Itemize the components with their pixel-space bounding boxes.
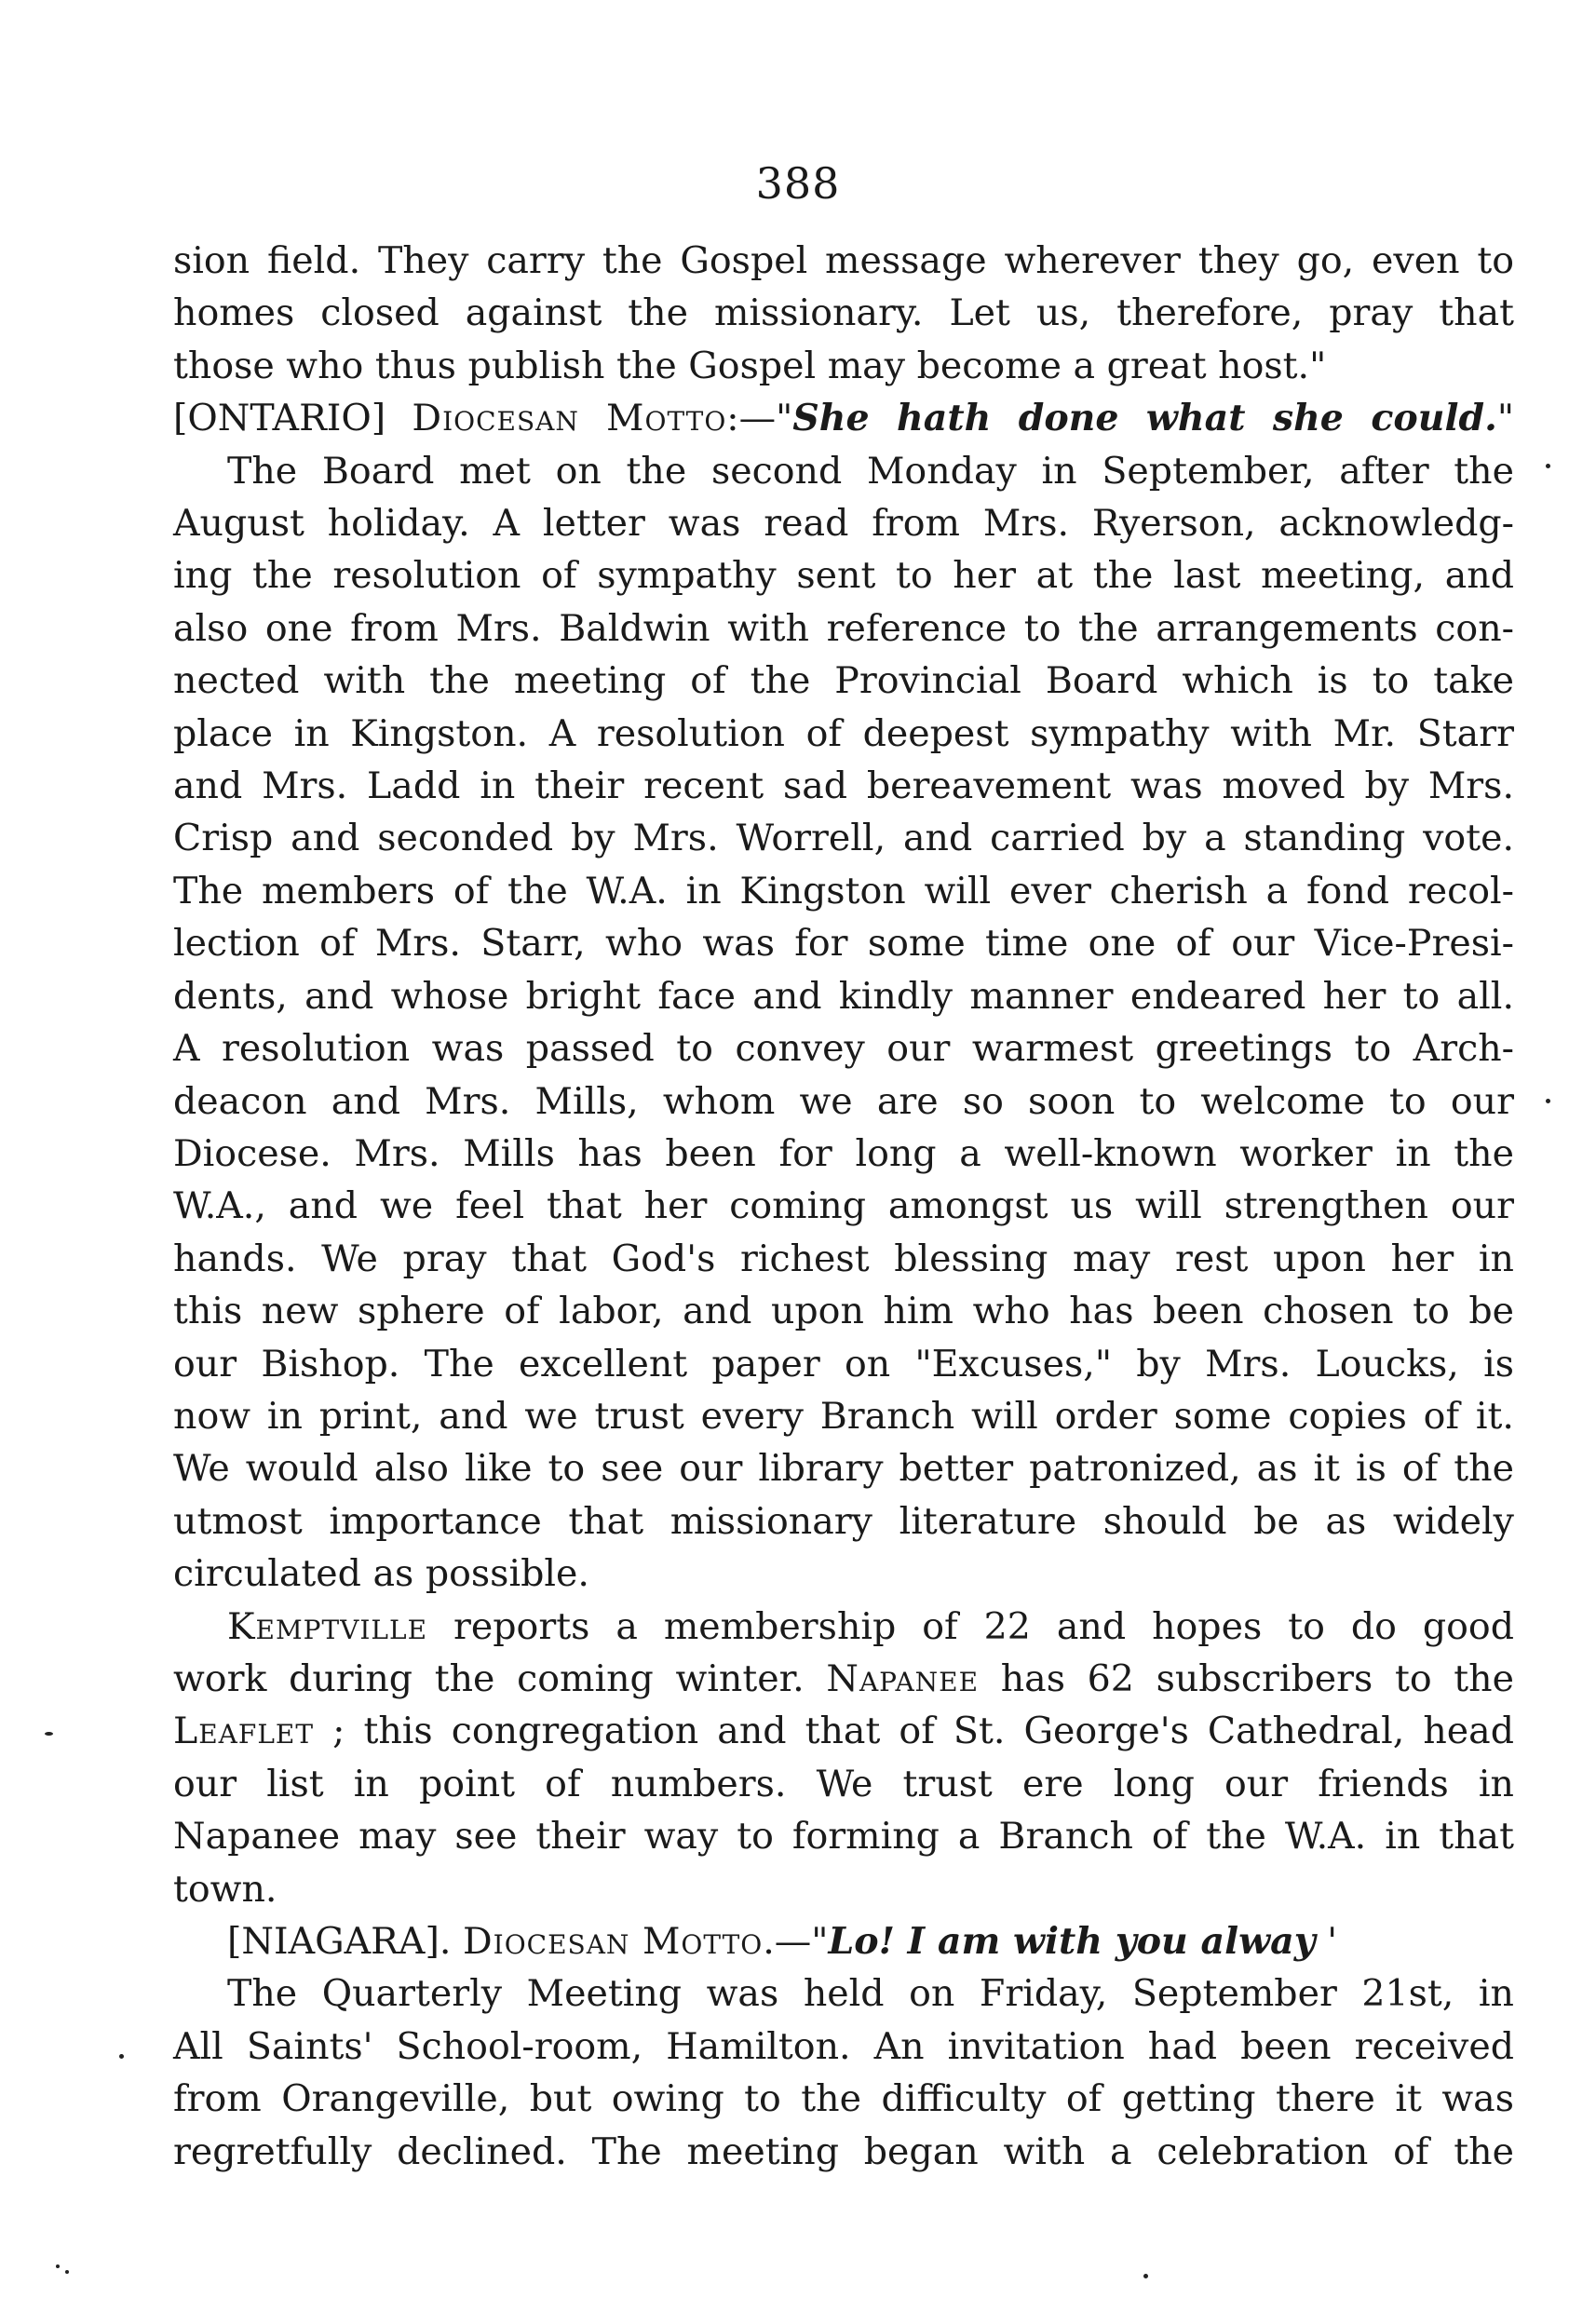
small-caps-text: Leaflet [173, 1710, 315, 1753]
text-run: ' [1315, 1920, 1338, 1963]
text-run: has 62 subscribers to the [979, 1656, 1514, 1700]
scan-speck [1143, 2274, 1148, 2278]
text-run: reports a membership of 22 and hopes to do good [427, 1604, 1514, 1648]
small-caps-text: Diocesan Motto [462, 1920, 764, 1963]
text-run: work during the coming winter. [173, 1656, 827, 1700]
text-line: ing the resolution of sympathy sent to her at the last meeting, and [173, 554, 1514, 598]
text-run: :—" [726, 397, 793, 440]
text-line: Diocese. Mrs. Mills has been for long a well-known worker in the [173, 1131, 1514, 1175]
text-line: lection of Mrs. Starr, who was for some time one of our Vice-Presi- [173, 922, 1514, 966]
text-line [173, 392, 1514, 444]
text-line: A resolution was passed to convey our warmest greetings to Arch- [173, 1027, 1514, 1071]
text-line: hands. We pray that God's richest blessing may rest upon her in [173, 1237, 1514, 1280]
text-line: and Mrs. Ladd in their recent sad bereavement was moved by Mrs. [173, 764, 1514, 808]
text-line: The Quarterly Meeting was held on Friday, September 21st, in [227, 1972, 1514, 2016]
text-line: We would also like to see our library better patronized, as it is of the [173, 1447, 1514, 1491]
text-line [173, 1653, 1514, 1705]
text-line [173, 1705, 1514, 1757]
text-line: this new sphere of labor, and upon him who has been chosen to be [173, 1290, 1514, 1333]
text-line: All Saints' School-room, Hamilton. An invitation had been received [173, 2024, 1514, 2068]
text-line: homes closed against the missionary. Let us, therefore, pray that [173, 291, 1514, 335]
small-caps-text: Kemptville [227, 1604, 428, 1648]
scan-speck [1546, 1099, 1550, 1103]
italic-motto: She hath done what she could. [792, 397, 1497, 440]
text-line: sion field. They carry the Gospel message wherever they go, even to [173, 239, 1514, 282]
text-line: our list in point of numbers. We trust ere long our friends in [173, 1762, 1514, 1805]
text-run: " [1496, 397, 1514, 440]
text-line: also one from Mrs. Baldwin with reference to the arrangements con- [173, 606, 1514, 650]
small-caps-text: Napanee [826, 1656, 980, 1700]
text-line: regretfully declined. The meeting began with a celebration of the [173, 2129, 1514, 2173]
text-line: W.A., and we feel that her coming amongst us will strengthen our [173, 1184, 1514, 1228]
scan-speck [1546, 464, 1550, 468]
text-line: nected with the meeting of the Provincial Board which is to take [173, 659, 1514, 703]
scan-speck [56, 2264, 60, 2268]
scan-speck [119, 2054, 124, 2059]
text-line: Napanee may see their way to forming a Branch of the W.A. in that [173, 1815, 1514, 1859]
text-line: town. [173, 1867, 277, 1911]
text-run: .—" [763, 1920, 829, 1963]
page-number: 388 [755, 158, 841, 209]
text-line [173, 1601, 1514, 1653]
text-line: The Board met on the second Monday in September, after the [227, 449, 1514, 493]
text-line: those who thus publish the Gospel may become a great host." [173, 344, 1327, 387]
text-line: from Orangeville, but owing to the difficulty of getting there it was [173, 2077, 1514, 2121]
body-text [173, 235, 1514, 2178]
text-line: utmost importance that missionary literature should be as widely [173, 1499, 1514, 1543]
text-line: place in Kingston. A resolution of deepest sympathy with Mr. Starr [173, 711, 1514, 755]
text-line: now in print, and we trust every Branch will order some copies of it. [173, 1394, 1514, 1438]
text-line: August holiday. A letter was read from Mrs. Ryerson, acknowledg- [173, 502, 1514, 546]
text-line [173, 1915, 1514, 1967]
small-caps-text: Diocesan Motto [412, 397, 727, 440]
scan-speck [65, 2270, 69, 2274]
text-line: deacon and Mrs. Mills, whom we are so soon to welcome to our [173, 1079, 1514, 1123]
text-line: our Bishop. The excellent paper on "Excuses," by Mrs. Loucks, is [173, 1342, 1514, 1386]
scan-speck [45, 1732, 53, 1736]
text-run: [NIAGARA]. [227, 1920, 463, 1963]
text-line: dents, and whose bright face and kindly manner endeared her to all. [173, 974, 1514, 1018]
text-run: ; this congregation and that of St. George's Cathedral, head [314, 1710, 1514, 1753]
text-run: [ONTARIO] [173, 397, 413, 440]
text-line: The members of the W.A. in Kingston will ever cherish a fond recol- [173, 869, 1514, 912]
italic-motto: Lo! I am with you alway [828, 1920, 1316, 1963]
text-line: circulated as possible. [173, 1552, 589, 1596]
text-line: Crisp and seconded by Mrs. Worrell, and carried by a standing vote. [173, 817, 1514, 860]
